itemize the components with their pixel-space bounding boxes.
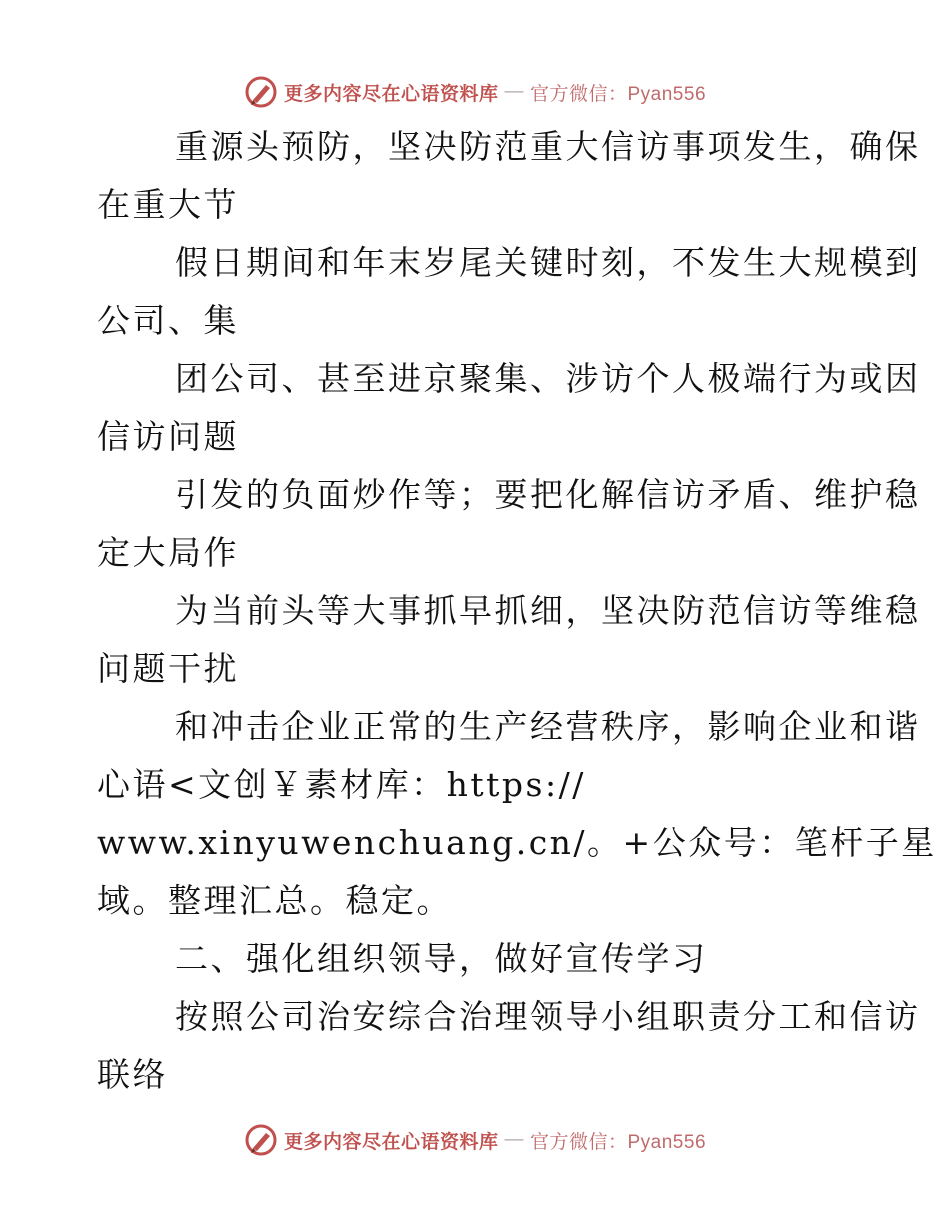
text-line-1: 重源头预防，坚决防范重大信访事项发生，确保 [175,127,921,166]
watermark-title: 更多内容尽在心语资料库 [283,82,499,105]
header-watermark [0,72,950,112]
text-line-11: 和冲击企业正常的生产经营秩序，影响企业和谐 [175,707,921,746]
text-line-8: 定大局作 [97,533,239,572]
text-line-2: 在重大节 [97,185,239,224]
watermark-title: 更多内容尽在心语资料库 [283,1130,499,1153]
text-line-13: www.xinyuwenchuang.cn/。+公众号：笔杆子星 [97,823,937,862]
text-line-7: 引发的负面炒作等；要把化解信访矛盾、维护稳 [175,475,921,514]
text-line-3: 假日期间和年末岁尾关键时刻，不发生大规模到 [175,243,921,282]
watermark-contact: 官方微信：Pyan556 [530,1131,707,1153]
text-line-12: 心语<文创￥素材库：https:// [97,765,586,804]
text-line-9: 为当前头等大事抓早抓细，坚决防范信访等维稳 [175,591,921,630]
pen-logo-icon [244,75,278,109]
document-body [97,118,937,1104]
text-line-5: 团公司、甚至进京聚集、涉访个人极端行为或因 [175,359,921,398]
footer-watermark [0,1120,950,1160]
section-heading: 二、强化组织领导，做好宣传学习 [175,939,708,978]
text-line-6: 信访问题 [97,417,239,456]
text-line-16: 按照公司治安综合治理领导小组职责分工和信访 [175,997,921,1036]
text-line-14: 域。整理汇总。稳定。 [97,881,452,920]
pen-logo-icon [244,1123,278,1157]
watermark-dash: — [504,1129,524,1150]
watermark-dash: — [504,81,524,102]
text-line-17: 联络 [97,1055,168,1094]
text-line-10: 问题干扰 [97,649,239,688]
watermark-contact: 官方微信：Pyan556 [530,83,707,105]
text-line-4: 公司、集 [97,301,239,340]
